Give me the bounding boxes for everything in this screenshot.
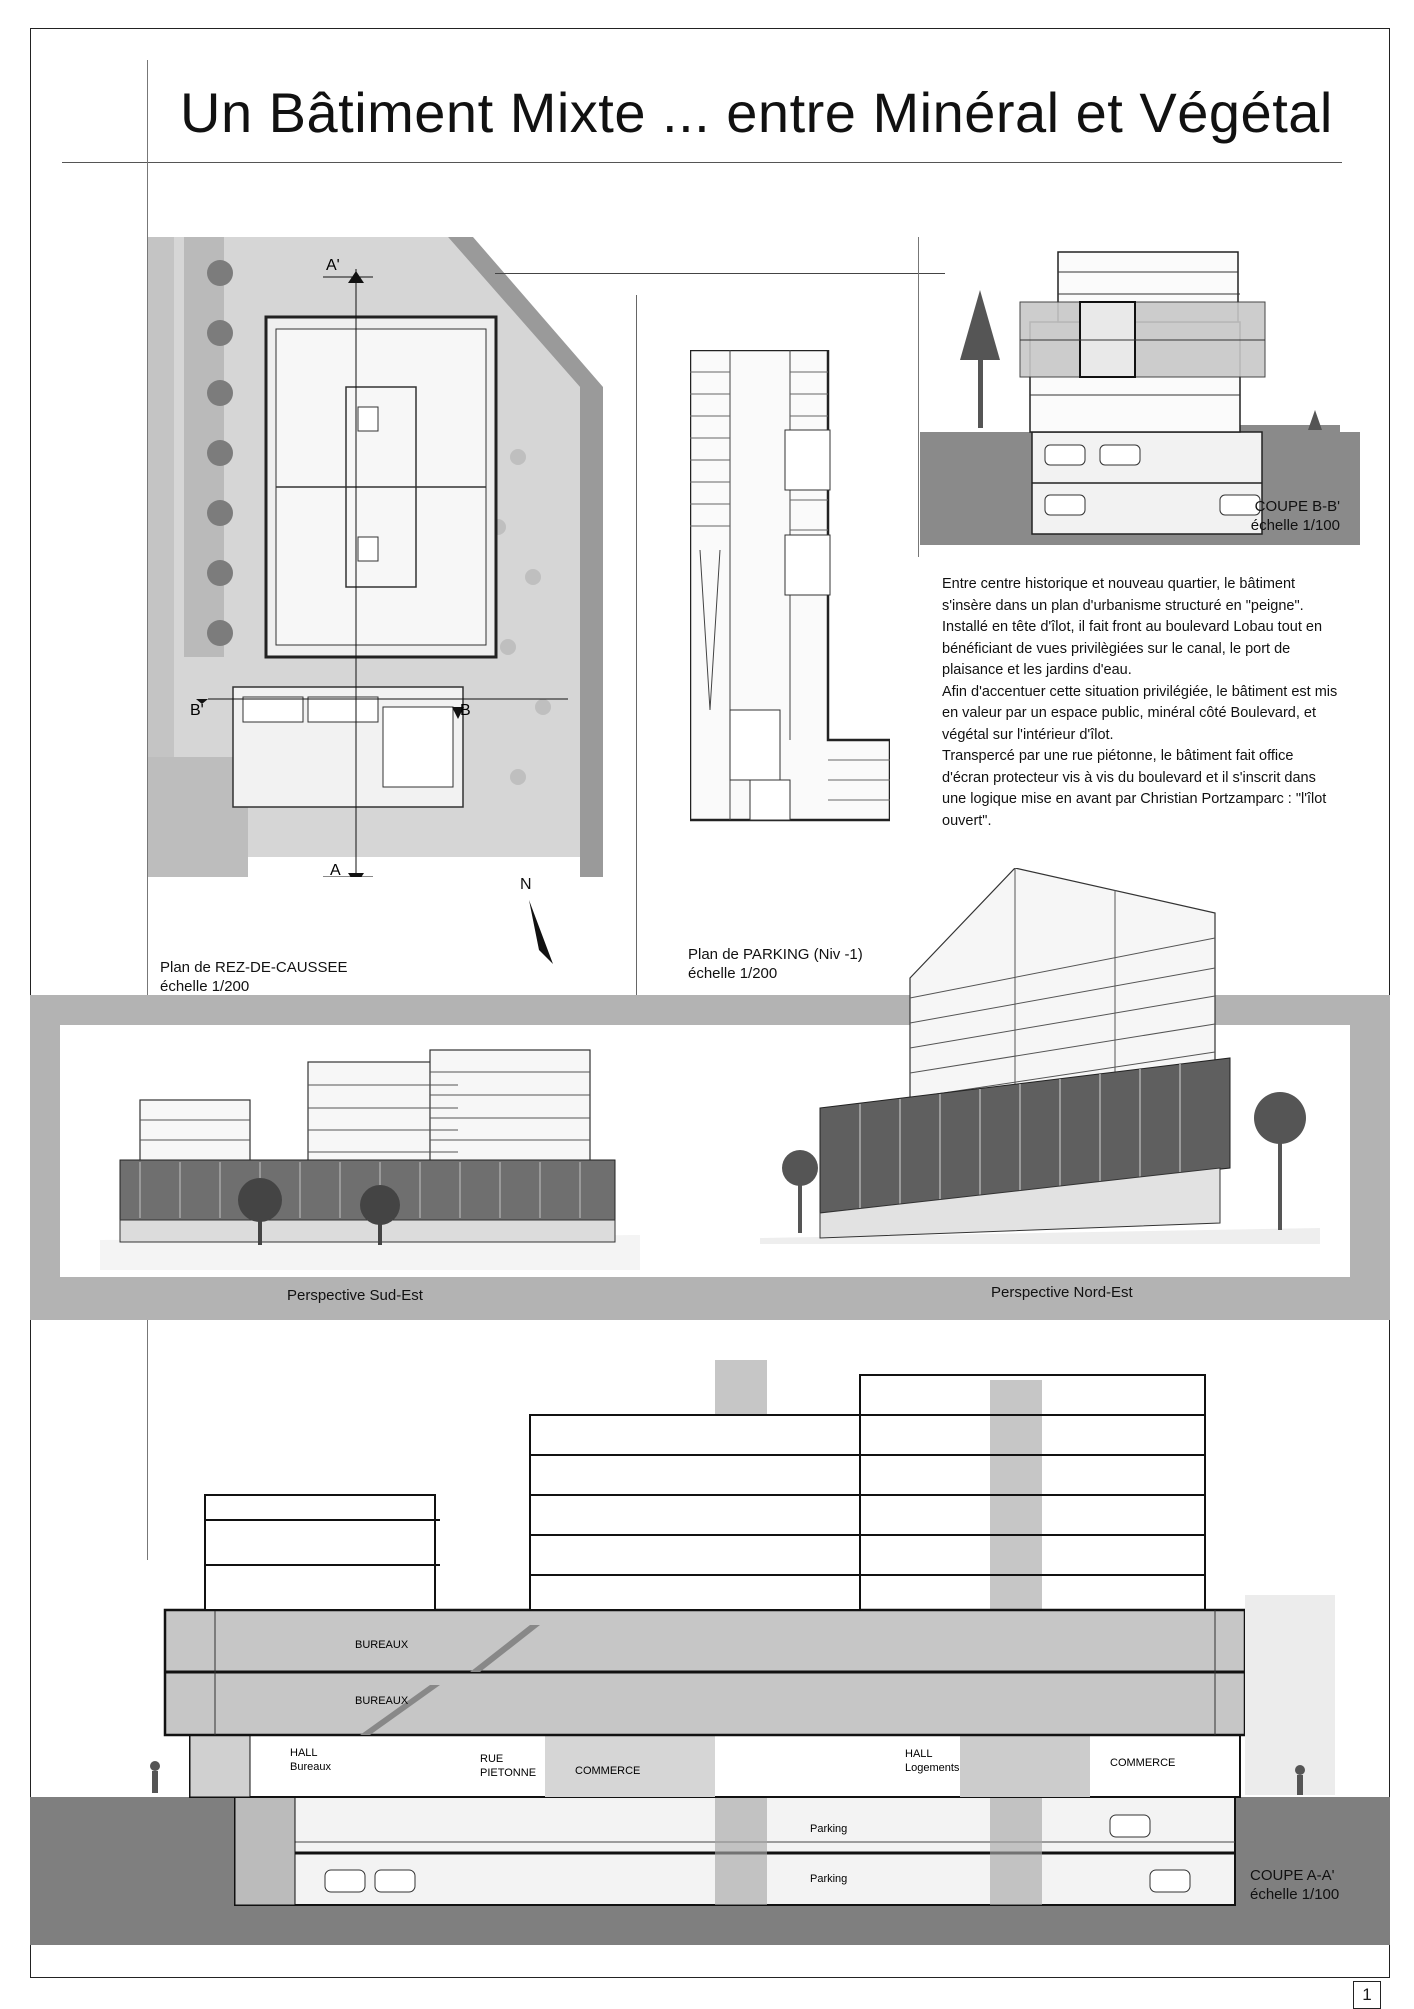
parking-plan xyxy=(690,350,890,830)
plan-divider xyxy=(636,295,637,995)
description-paragraph-3: Transpercé par une rue piétonne, le bâtiment fait office d'écran protecteur vis à vis du boulevard et il s'inscrit dans une logique mise en avant par Christian Portzamparc : "l'îlot ouvert". xyxy=(942,748,1327,829)
label-parking-upper: Parking xyxy=(810,1823,848,1835)
marker-b-left: B' xyxy=(190,702,204,719)
label-commerce-right: COMMERCE xyxy=(1110,1757,1176,1769)
marker-a-bottom: A xyxy=(330,862,341,877)
section-aa-caption: COUPE A-A' échelle 1/100 xyxy=(1250,1867,1340,1903)
perspective-south-east xyxy=(80,1040,640,1270)
label-hall-logements: HALL xyxy=(905,1748,933,1760)
section-bb-caption: COUPE B-B' échelle 1/100 xyxy=(1250,498,1340,534)
label-hall-logements-sub: Logements xyxy=(905,1762,960,1774)
label-bureaux-upper: BUREAUX xyxy=(355,1639,409,1651)
label-rue-pietonne: PIETONNE xyxy=(480,1767,537,1779)
ground-plan-caption: Plan de REZ-DE-CAUSSEE échelle 1/200 xyxy=(160,959,348,995)
label-rue: RUE xyxy=(480,1753,504,1765)
page-number: 1 xyxy=(1353,1981,1381,2009)
label-parking-lower: Parking xyxy=(810,1873,848,1885)
ref-line-2 xyxy=(918,237,919,557)
label-hall-bureaux: HALL xyxy=(290,1747,318,1759)
north-label: N xyxy=(520,876,532,893)
perspective-north-east xyxy=(760,868,1320,1244)
title-rule xyxy=(62,162,1342,163)
section-aa xyxy=(30,1360,1390,1945)
description-paragraph-1: Entre centre historique et nouveau quartier, le bâtiment s'insère dans un plan d'urbanisme structuré en "peigne". Installé en tête d'îlot, il fait front au boulevard Lobau tout en bénéficiant de vues privilègiées sur le canal, le port de plaisance et les jardins d'eau. xyxy=(942,576,1323,678)
ground-floor-plan xyxy=(148,237,623,877)
parking-plan-caption: Plan de PARKING (Niv -1) échelle 1/200 xyxy=(688,946,863,982)
description-paragraph-2: Afin d'accentuer cette situation privilégiée, le bâtiment est mis en valeur par un espace public, minéral côté Boulevard, et végétal sur l'intérieur d'îlot. xyxy=(942,683,1338,743)
label-bureaux-lower: BUREAUX xyxy=(355,1695,409,1707)
label-hall-bureaux-sub: Bureaux xyxy=(290,1761,331,1773)
project-description xyxy=(942,574,1342,832)
perspective-north-east-caption: Perspective Nord-Est xyxy=(991,1284,1133,1301)
marker-a-top: A' xyxy=(326,257,340,274)
page-title: Un Bâtiment Mixte ... entre Minéral et Végétal xyxy=(180,81,1333,144)
ref-line-1 xyxy=(495,273,945,274)
north-arrow-icon xyxy=(527,898,557,968)
perspective-south-east-caption: Perspective Sud-Est xyxy=(287,1287,423,1304)
label-commerce-left: COMMERCE xyxy=(575,1765,641,1777)
marker-b-right: B xyxy=(460,702,471,719)
